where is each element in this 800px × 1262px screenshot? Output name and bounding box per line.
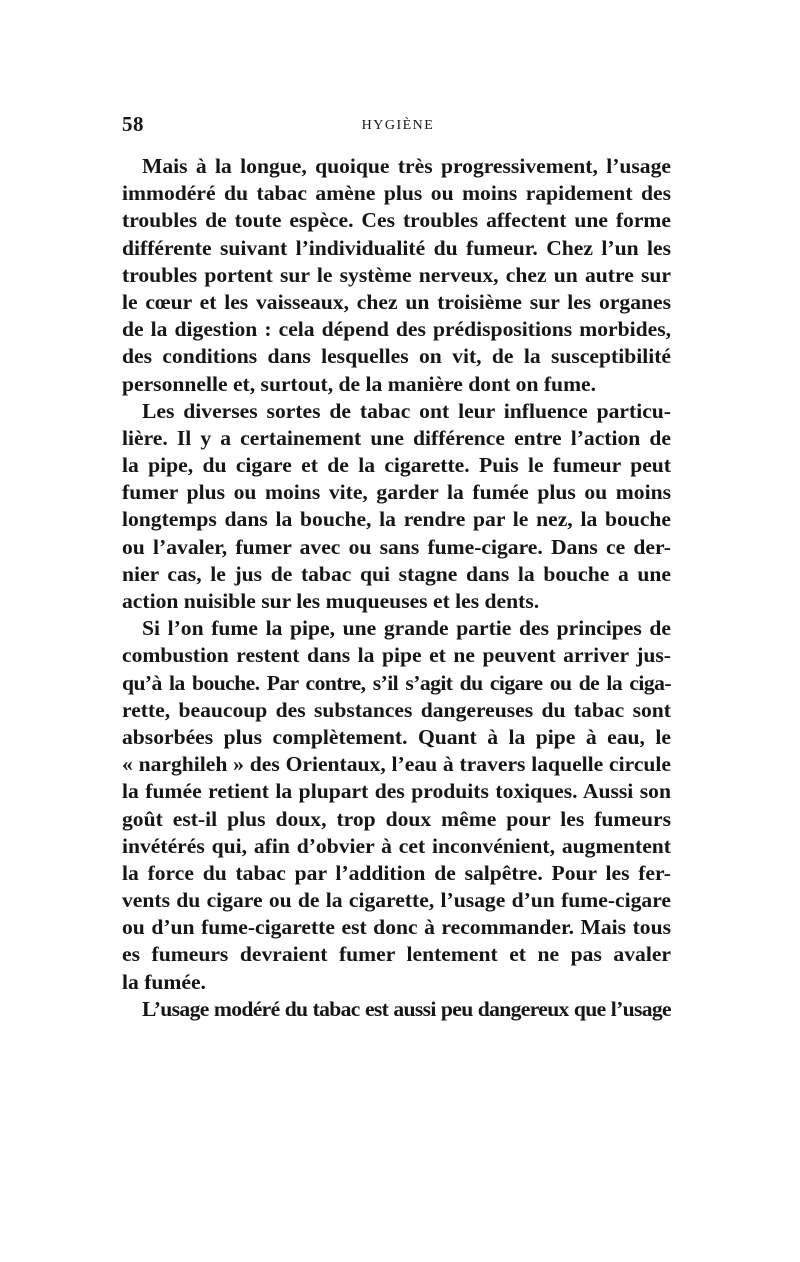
text-line: vents du cigare ou de la cigarette, l’usage d’un fume-cigare: [122, 888, 671, 913]
text-line: des conditions dans lesquelles on vit, de la susceptibilité: [122, 344, 671, 369]
text-line: la fumée.: [122, 969, 206, 994]
text-line: troubles de toute espèce. Ces troubles affectent une forme: [122, 208, 671, 233]
text-line: ou d’un fume-cigarette est donc à recommander. Mais tous: [122, 915, 671, 940]
text-line: de la digestion : cela dépend des prédispositions morbides,: [122, 317, 671, 342]
text-line: immodéré du tabac amène plus ou moins rapidement des: [122, 181, 671, 206]
text-line: personnelle et, surtout, de la manière dont on fume.: [122, 371, 597, 396]
text-line: Mais à la longue, quoique très progressivement, l’usage: [142, 154, 671, 178]
page-number: 58: [122, 112, 144, 136]
text-line: invétérés qui, afin d’obvier à cet inconvénient, augmentent: [122, 833, 671, 858]
text-line: es fumeurs devraient fumer lentement et ne pas avaler: [122, 942, 671, 967]
text-line: action nuisible sur les muqueuses et les dents.: [122, 589, 540, 613]
text-line: différente suivant l’individualité du fumeur. Chez l’un les: [122, 235, 671, 260]
text-line: la pipe, du cigare et de la cigarette. Puis le fumeur peut: [122, 453, 671, 478]
page-header: [122, 112, 674, 144]
text-line: troubles portent sur le système nerveux, chez un autre sur: [122, 262, 671, 287]
text-line: longtemps dans la bouche, la rendre par le nez, la bouche: [122, 507, 671, 532]
text-line: rette, beaucoup des substances dangereuses du tabac sont: [122, 697, 671, 722]
text-line: « narghileh » des Orientaux, l’eau à travers laquelle circule: [122, 752, 671, 777]
text-line: combustion restent dans la pipe et ne peuvent arriver jus-: [122, 643, 671, 668]
body-text: [122, 153, 671, 1023]
text-line: ou l’avaler, fumer avec ou sans fume-cigare. Dans ce der-: [122, 534, 671, 559]
text-line: la fumée retient la plupart des produits toxiques. Aussi son: [122, 779, 671, 804]
text-line: nier cas, le jus de tabac qui stagne dans la bouche a une: [122, 561, 671, 586]
text-line: goût est-il plus doux, trop doux même pour les fumeurs: [122, 806, 671, 831]
text-line: Si l’on fume la pipe, une grande partie des principes de: [142, 616, 671, 641]
text-line: lière. Il y a certainement une différence entre l’action de: [122, 425, 671, 450]
text-line: le cœur et les vaisseaux, chez un troisième sur les organes: [122, 289, 671, 314]
running-title: HYGIÈNE: [361, 118, 435, 133]
text-line: Les diverses sortes de tabac ont leur influence particu-: [142, 398, 671, 423]
text-line: absorbées plus complètement. Quant à la pipe à eau, le: [122, 724, 671, 749]
text-line: L’usage modéré du tabac est aussi peu dangereux que l’usage: [142, 996, 671, 1021]
text-line: fumer plus ou moins vite, garder la fumée plus ou moins: [122, 480, 671, 505]
text-line: la force du tabac par l’addition de salpêtre. Pour les fer-: [122, 860, 671, 885]
text-line: qu’à la bouche. Par contre, s’il s’agit du cigare ou de la ciga-: [122, 670, 671, 695]
